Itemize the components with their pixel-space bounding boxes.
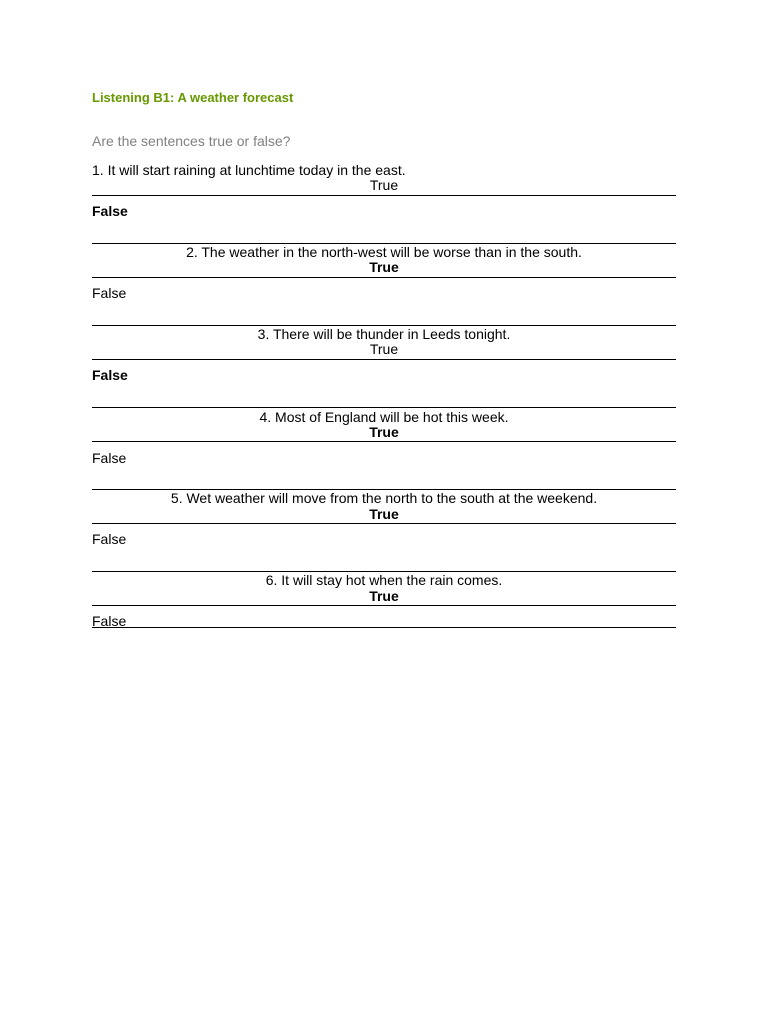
question-3-true-option[interactable]: True	[369, 341, 399, 357]
divider	[92, 441, 676, 442]
question-1-text: 1. It will start raining at lunchtime today in the east.	[92, 162, 406, 178]
question-5-false-option[interactable]: False	[92, 531, 127, 547]
question-3-false-option[interactable]: False	[92, 367, 128, 383]
divider	[92, 523, 676, 524]
question-6-true-option[interactable]: True	[369, 588, 399, 604]
instruction-text: Are the sentences true or false?	[92, 133, 291, 149]
divider	[92, 605, 676, 606]
divider	[92, 277, 676, 278]
worksheet-title: Listening B1: A weather forecast	[92, 90, 294, 105]
question-1-false-option[interactable]: False	[92, 203, 128, 219]
question-2-true-option[interactable]: True	[369, 259, 399, 275]
question-2-false-option[interactable]: False	[92, 285, 127, 301]
question-4-true-option[interactable]: True	[369, 424, 399, 440]
question-5-text: 5. Wet weather will move from the north to the south at the weekend.	[170, 490, 598, 506]
divider	[92, 627, 676, 628]
divider	[92, 195, 676, 196]
question-3-text: 3. There will be thunder in Leeds tonight.	[257, 326, 511, 342]
question-6-text: 6. It will stay hot when the rain comes.	[265, 572, 503, 588]
question-5-true-option[interactable]: True	[369, 506, 399, 522]
question-6-false-option[interactable]: False	[92, 613, 127, 629]
divider	[92, 359, 676, 360]
question-4-text: 4. Most of England will be hot this week.	[259, 409, 509, 425]
divider	[92, 407, 676, 408]
question-4-false-option[interactable]: False	[92, 450, 127, 466]
question-1-true-option[interactable]: True	[369, 177, 399, 193]
question-2-text: 2. The weather in the north-west will be worse than in the south.	[186, 244, 582, 260]
